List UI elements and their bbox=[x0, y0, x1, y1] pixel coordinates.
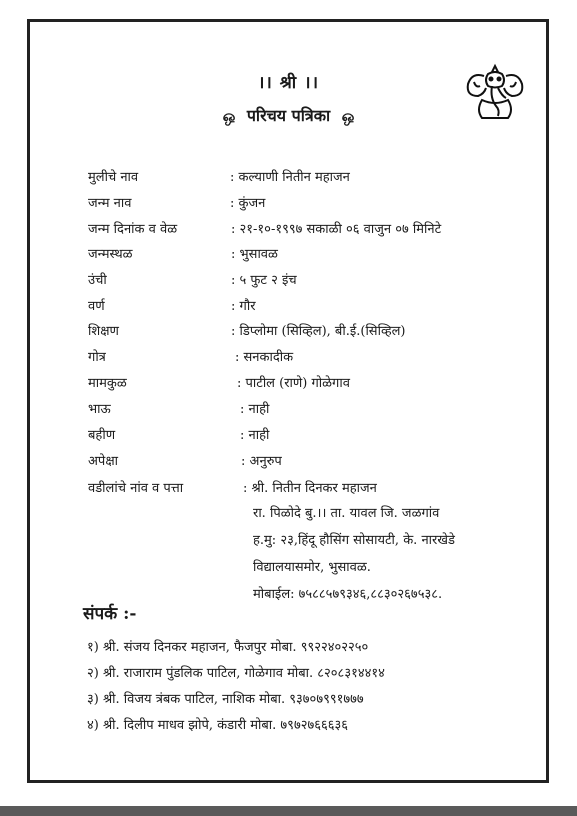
field-value: : पाटील (राणे) गोळेगाव bbox=[237, 376, 350, 391]
field-label: अपेक्षा bbox=[88, 454, 119, 469]
field-value: : गौर bbox=[231, 299, 256, 314]
field-value: : नाही bbox=[240, 428, 270, 443]
field-label: वर्ण bbox=[88, 299, 105, 314]
field-value: : नाही bbox=[240, 402, 270, 417]
contact-item: ३) श्री. विजय त्रंबक पाटिल, नाशिक मोबा. ९३७०७९९१७७७ bbox=[87, 692, 364, 707]
field-value: : अनुरुप bbox=[241, 454, 282, 469]
field-value: : श्री. नितीन दिनकर महाजन bbox=[243, 481, 377, 496]
address-line: विद्यालयासमोर, भुसावळ. bbox=[253, 560, 371, 575]
contact-item: २) श्री. राजाराम पुंडलिक पाटिल, गोळेगाव मोबा. ८२०८३१४४१४ bbox=[87, 666, 385, 681]
field-value: : कल्याणी नितीन महाजन bbox=[230, 170, 350, 185]
field-value: : सनकादीक bbox=[235, 350, 294, 365]
field-label: जन्म दिनांक व वेळ bbox=[88, 222, 178, 237]
field-label: भाऊ bbox=[88, 402, 111, 417]
field-label: जन्म नाव bbox=[88, 196, 132, 211]
viewer-bottom-bar bbox=[0, 806, 577, 816]
contact-heading: संपर्क :- bbox=[83, 604, 137, 624]
address-line: मोबाईल: ७५८८५७९३४६,८८३०२६७५३८. bbox=[253, 587, 443, 602]
address-line: रा. पिळोदे बु.।। ता. यावल जि. जळगांव bbox=[253, 506, 440, 521]
title-text: परिचय पत्रिका bbox=[246, 106, 331, 125]
field-label: मामकुळ bbox=[88, 376, 127, 391]
field-value: : डिप्लोमा (सिव्हिल), बी.ई.(सिव्हिल) bbox=[231, 324, 406, 339]
field-label: गोत्र bbox=[88, 350, 106, 365]
field-value: : ५ फुट २ इंच bbox=[231, 273, 297, 288]
field-label: वडीलांचे नांव व पत्ता bbox=[88, 481, 184, 496]
ornament-right-icon: ஒ bbox=[341, 107, 355, 125]
field-label: मुलीचे नाव bbox=[88, 170, 139, 185]
field-label: उंची bbox=[88, 273, 107, 288]
shree-heading: ।। श्री ।। bbox=[257, 73, 320, 93]
ganesha-icon bbox=[462, 62, 528, 122]
address-line: ह.मु: २३,हिंदू हौसिंग सोसायटी, के. नारखेडे bbox=[253, 533, 455, 548]
contact-item: ४) श्री. दिलीप माधव झोपे, कंडारी मोबा. ७९७२७६६६३६ bbox=[87, 718, 349, 733]
ornament-left-icon: ஒ bbox=[222, 107, 236, 125]
field-value: : कुंजन bbox=[230, 196, 266, 211]
field-value: : २१-१०-१९९७ सकाळी ०६ वाजुन ०७ मिनिटे bbox=[231, 222, 442, 237]
field-value: : भुसावळ bbox=[231, 247, 278, 262]
field-label: जन्मस्थळ bbox=[88, 247, 133, 262]
contact-item: १) श्री. संजय दिनकर महाजन, फैजपुर मोबा. ९९२२४०२२५० bbox=[87, 640, 369, 655]
field-label: बहीण bbox=[88, 428, 116, 443]
field-label: शिक्षण bbox=[88, 324, 119, 339]
